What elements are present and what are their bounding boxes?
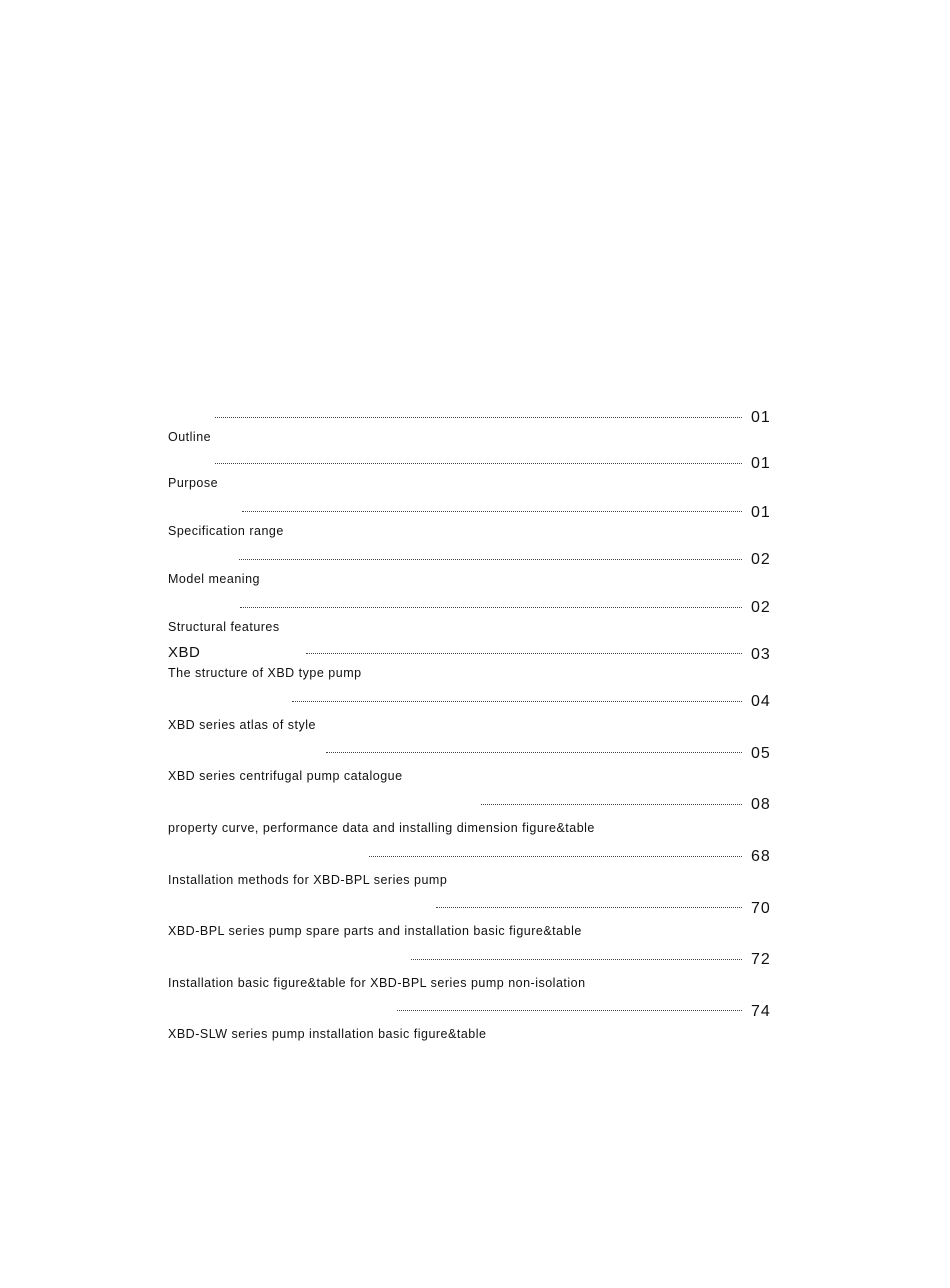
dot-leader (240, 607, 742, 608)
dot-leader (411, 959, 742, 960)
toc-page-number: 74 (751, 1003, 771, 1020)
toc-entry-title: XBD series atlas of style (168, 718, 316, 732)
toc-entry-title: Installation basic figure&table for XBD-BPL series pump non-isolation (168, 976, 586, 990)
toc-entry-title: property curve, performance data and installing dimension figure&table (168, 821, 595, 835)
dot-leader (481, 804, 742, 805)
dot-leader (326, 752, 742, 753)
dot-leader (306, 653, 742, 654)
toc-page-number: 68 (751, 848, 771, 865)
toc-page-number: 01 (751, 504, 771, 521)
toc-entry-title: Installation methods for XBD-BPL series pump (168, 873, 448, 887)
dot-leader (215, 417, 742, 418)
dot-leader (242, 511, 742, 512)
dot-leader (239, 559, 742, 560)
toc-entry-heading: XBD (168, 644, 201, 661)
toc-page-number: 02 (751, 551, 771, 568)
toc-page-number: 70 (751, 900, 771, 917)
toc-page-number: 01 (751, 409, 771, 426)
toc-page-number: 05 (751, 745, 771, 762)
dot-leader (397, 1010, 742, 1011)
toc-page-number: 02 (751, 599, 771, 616)
dot-leader (292, 701, 742, 702)
toc-entry-title: XBD-SLW series pump installation basic figure&table (168, 1027, 487, 1041)
toc-entry-title: Model meaning (168, 572, 260, 586)
toc-entry-title: Structural features (168, 620, 280, 634)
toc-page-number: 08 (751, 796, 771, 813)
dot-leader (369, 856, 742, 857)
toc-page-number: 03 (751, 646, 771, 663)
toc-entry-title: Specification range (168, 524, 284, 538)
toc-page-number: 01 (751, 455, 771, 472)
toc-entry-title: XBD-BPL series pump spare parts and installation basic figure&table (168, 924, 582, 938)
toc-entry-title: The structure of XBD type pump (168, 666, 362, 680)
dot-leader (215, 463, 742, 464)
toc-entry-title: Purpose (168, 476, 219, 490)
toc-page-number: 04 (751, 693, 771, 710)
toc-entry-title: Outline (168, 430, 212, 444)
toc-page-number: 72 (751, 951, 771, 968)
dot-leader (436, 907, 742, 908)
toc-entry-title: XBD series centrifugal pump catalogue (168, 769, 403, 783)
